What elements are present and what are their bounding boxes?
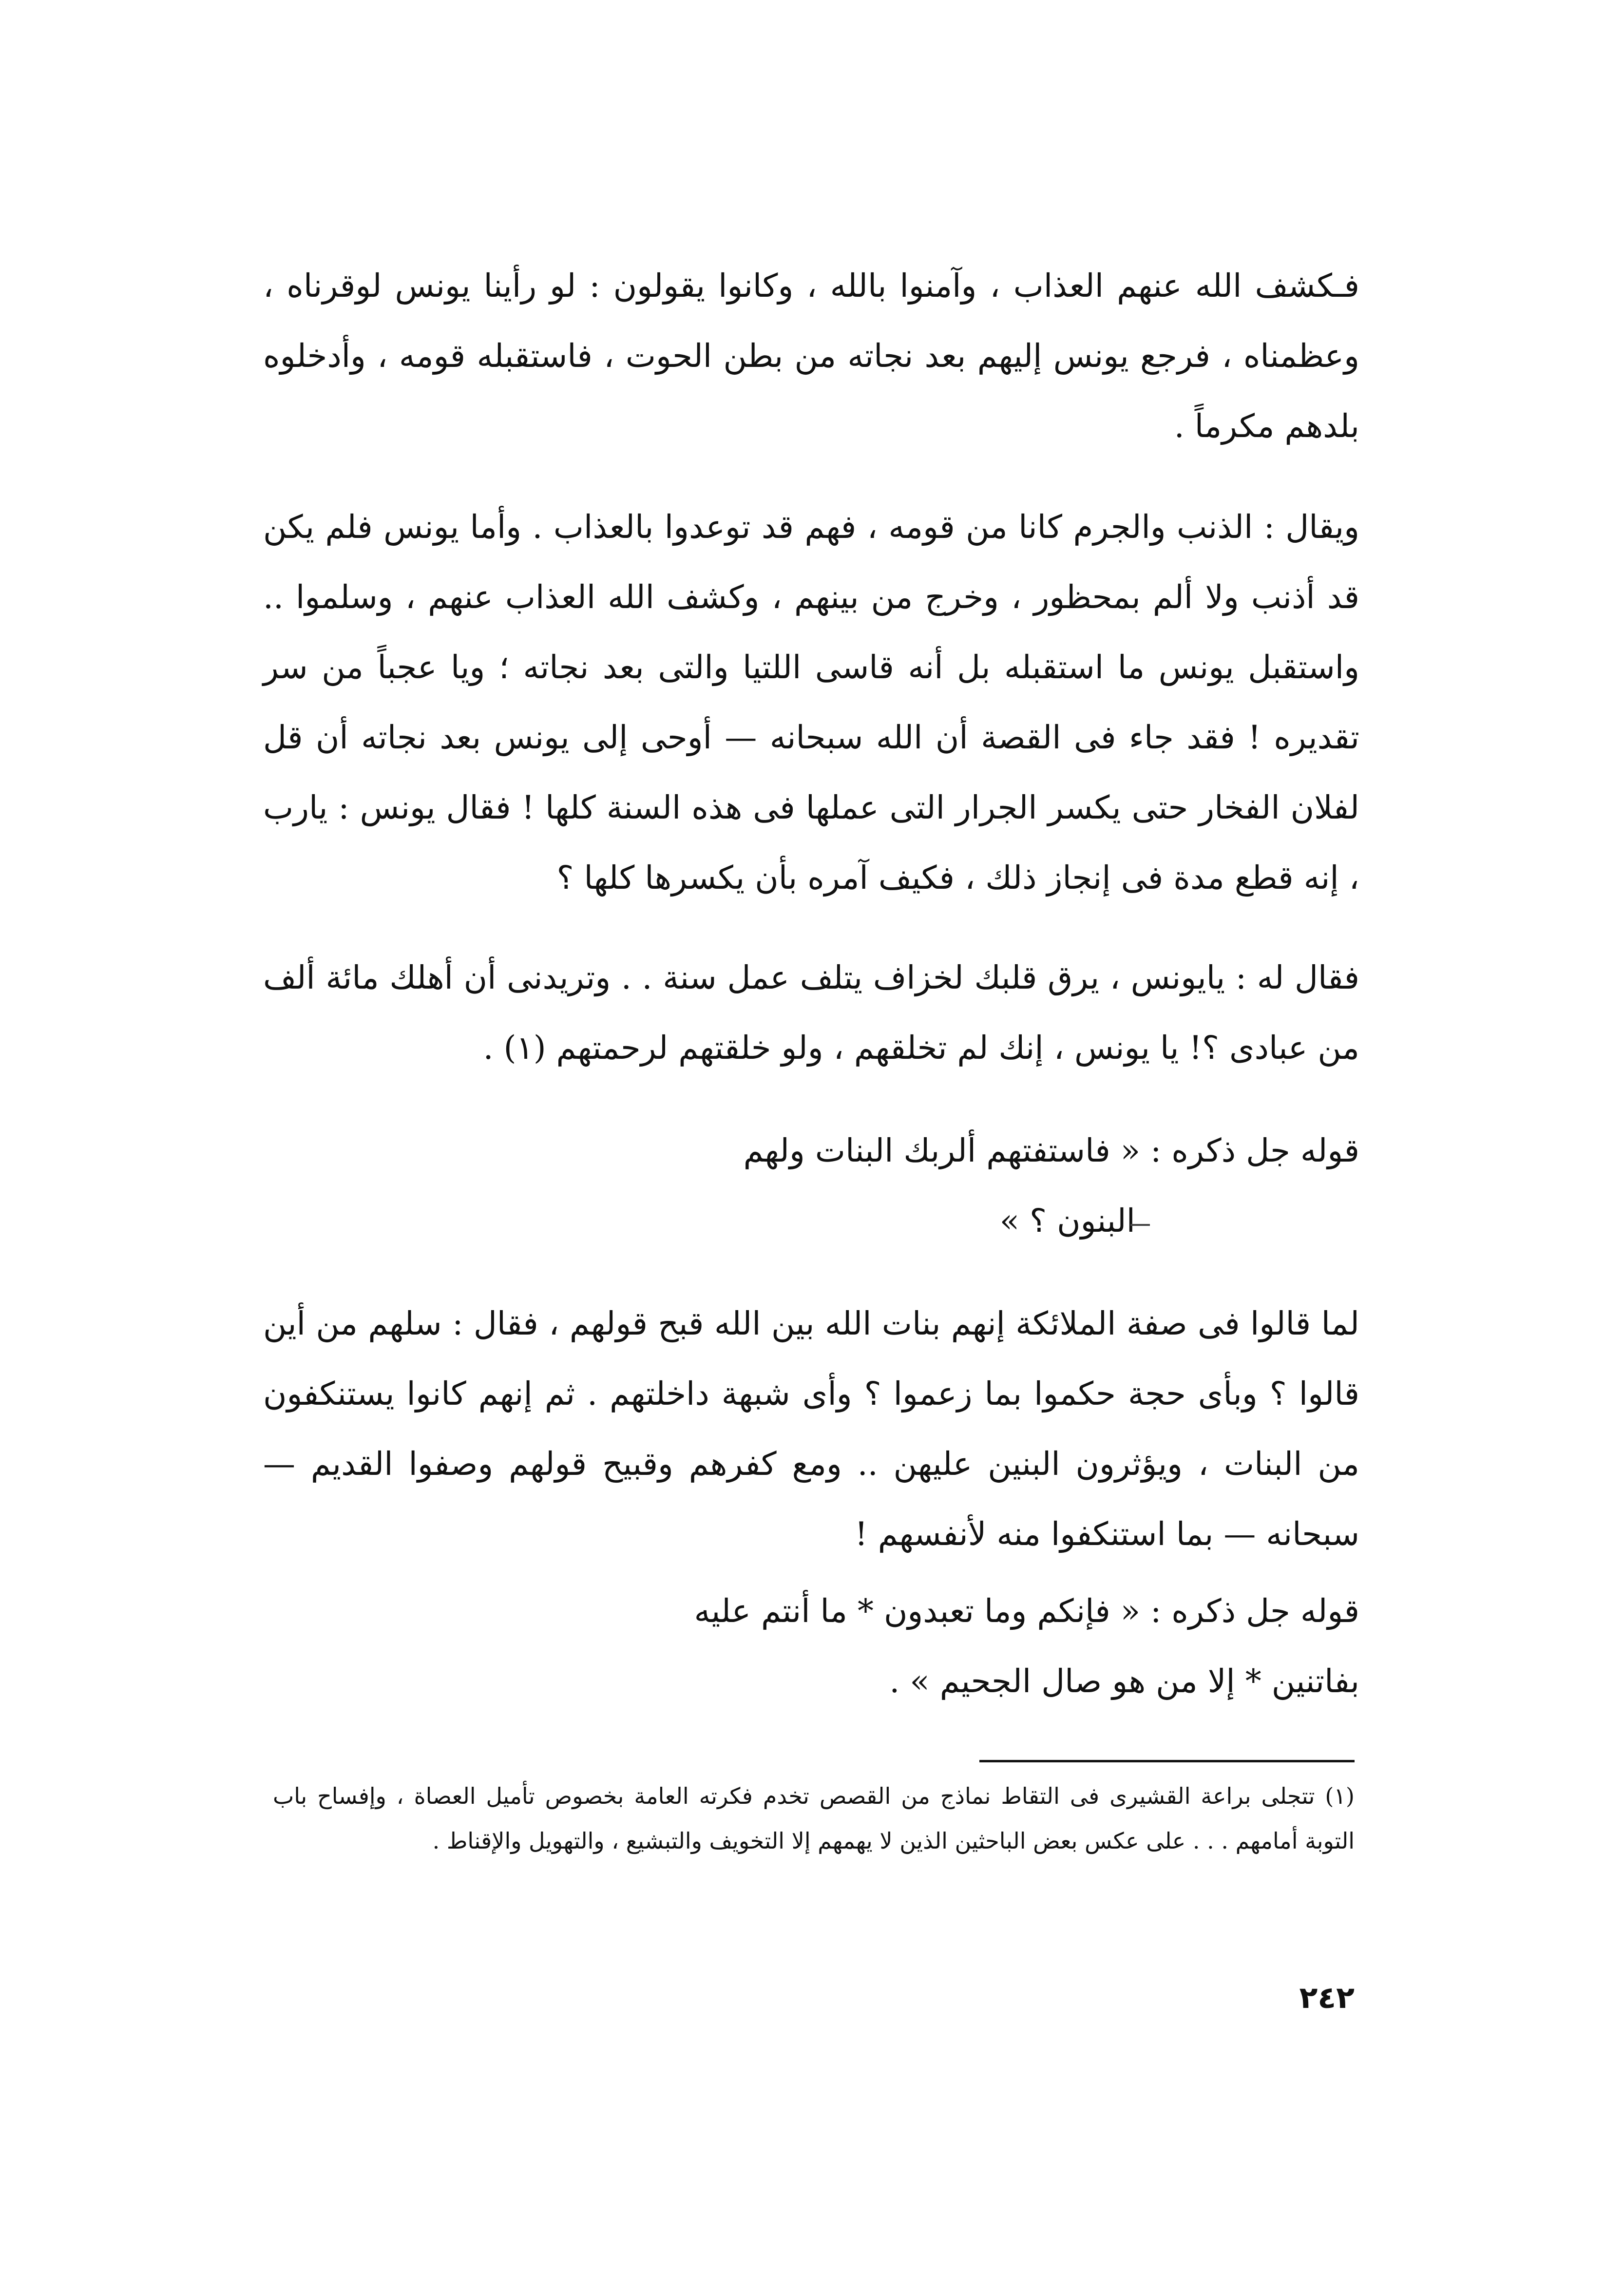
- verse-2-line-1: قوله جل ذكره : « فإنكم وما تعبدون * ما أنتم عليه: [694, 1592, 1359, 1630]
- verse-1-line-2: البنون ؟ »: [999, 1202, 1135, 1240]
- verse-heading-2: [263, 1576, 1359, 1717]
- paragraph-story-end: فـكشف الله عنهم العذاب ، وآمنوا بالله ، وكانوا يقولون : لو رأينا يونس لوقرناه ، وعظمناه ، فرجع يونس إليهم بعد نجاته من بطن الحوت ، فاستقبله قومه ، وأدخلوه بلدهم مكرماً .: [263, 267, 1359, 445]
- margin-dash: [1130, 1224, 1150, 1226]
- verse-heading-1: [263, 1116, 1359, 1256]
- verse-2-line-2: بفاتنين * إلا من هو صال الجحيم » .: [889, 1662, 1359, 1700]
- paragraph-sin-and-crime: ويقال : الذنب والجرم كانا من قومه ، فهم قد توعدوا بالعذاب . وأما يونس فلم يكن قد أذنب ولا ألم بمحظور ، وخرج من بينهم ، وكشف الله العذاب عنهم ، وسلموا .. واستقبل يونس ما استقبله بل أنه قاسى اللتيا والتى بعد نجاته ؛ ويا عجباً من سر تقديره ! فقد جاء فى القصة أن الله سبحانه — أوحى إلى يونس بعد نجاته أن قل لفلان الفخار حتى يكسر الجرار التى عملها فى هذه السنة كلها ! فقال يونس : يارب ، إنه قطع مدة فى إنجاز ذلك ، فكيف آمره بأن يكسرها كلها ؟: [263, 508, 1359, 897]
- footnote-separator: [979, 1760, 1355, 1762]
- footnote: (١) تتجلى براعة القشيرى فى التقاط نماذج من القصص تخدم فكرته العامة بخصوص تأميل العصاة ، وإفساح باب التوبة أمامهم . . . على عكس بعض الباحثين الذين لا يهمهم إلا التخويف والتبشيع ، والتهويل والإقناط .: [273, 1783, 1355, 1854]
- paragraph-divine-reply: فقال له : يايونس ، يرق قلبك لخزاف يتلف عمل سنة . . وتريدنى أن أهلك مائة ألف من عبادى ؟! يا يونس ، إنك لم تخلقهم ، ولو خلقتهم لرحمتهم (١) .: [263, 959, 1359, 1067]
- page-number: ٢٤٢: [1299, 1980, 1355, 2015]
- paragraph-angels-commentary: لما قالوا فى صفة الملائكة إنهم بنات الله بين الله قبح قولهم ، فقال : سلهم من أين قالوا ؟ وبأى حجة حكموا بما زعموا ؟ وأى شبهة داخلتهم . ثم إنهم كانوا يستنكفون من البنات ، ويؤثرون البنين عليهن .. ومع كفرهم وقبيح قولهم وصفوا القديم — سبحانه — بما استنكفوا منه لأنفسهم !: [263, 1305, 1359, 1553]
- verse-1-line-1: قوله جل ذكره : « فاستفتهم ألربك البنات ولهم: [743, 1132, 1359, 1169]
